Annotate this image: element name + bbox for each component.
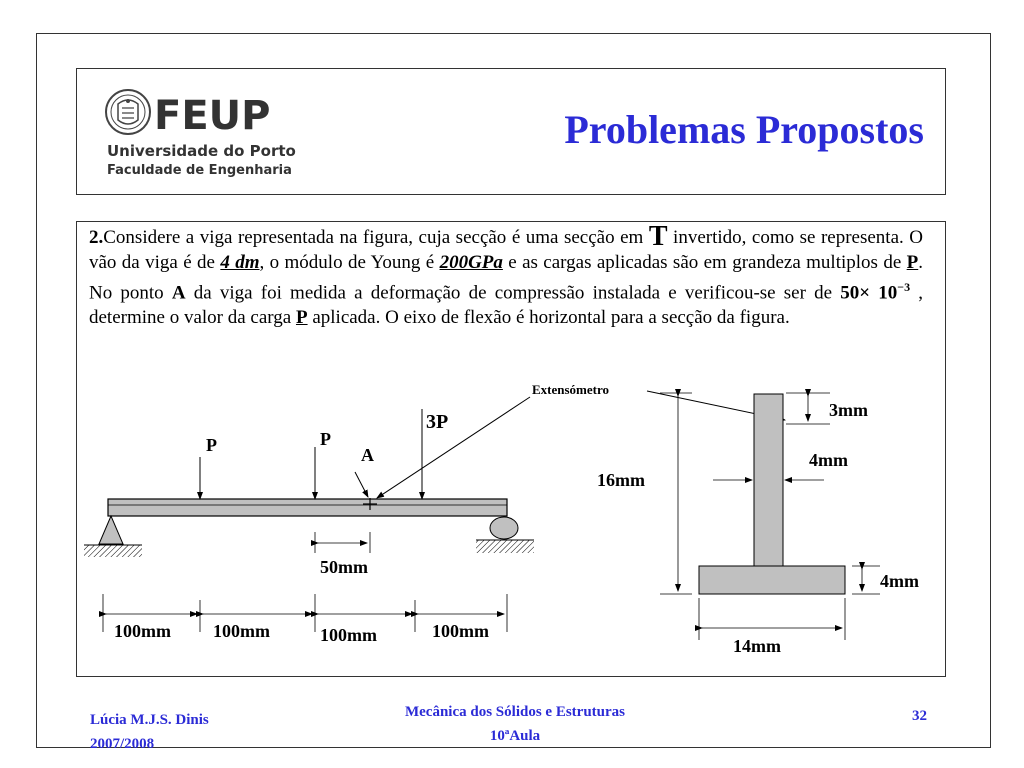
dim-4mm-flange (852, 566, 880, 594)
young-modulus-value: 200GPa (439, 251, 503, 273)
dim-100mm-label-3: 100mm (320, 625, 377, 645)
span-value: 4 dm (220, 251, 260, 273)
pin-support-icon (84, 516, 142, 557)
problem-text-d: e as cargas aplicadas são em grandeza multiplos de (502, 251, 907, 273)
dim-100mm-label-2: 100mm (213, 621, 270, 641)
dim-4mm-web-label: 4mm (809, 450, 848, 470)
problem-text-c: , o módulo de Young é (259, 251, 440, 273)
t-letter: T (648, 221, 668, 252)
gauge-label: Extensómetro (532, 382, 610, 397)
problem-number: 2. (89, 227, 104, 248)
load-p-ref-2: P (295, 306, 308, 328)
load-3p-label: 3P (426, 411, 449, 433)
point-a-ref: A (171, 282, 186, 304)
load-p-ref-1: P (906, 251, 919, 273)
point-a-label: A (361, 445, 374, 465)
beam (108, 499, 507, 516)
dim-14mm (699, 598, 845, 640)
problem-text-g: , determine o valor da carga (89, 282, 924, 328)
dim-14mm-label: 14mm (733, 636, 781, 656)
problem-text-f: da viga foi medida a deformação de compressão instalada e verificou-se ser de (185, 282, 841, 304)
footer-author: Lúcia M.J.S. Dinis (90, 712, 209, 728)
problem-text-a: Considere a viga representada na figura, cuja secção é uma secção em (103, 227, 649, 248)
logo-line1: Universidade do Porto (107, 142, 296, 160)
problem-text-e: . No ponto (89, 251, 923, 304)
dim-16mm (660, 393, 692, 594)
dim-50mm-label: 50mm (320, 557, 368, 577)
problem-text-b: invertido, como se representa. O vão da viga é de (89, 227, 923, 273)
dim-50mm (315, 532, 370, 553)
load-p1-label: P (206, 435, 217, 455)
footer-author-block (90, 708, 209, 756)
dim-100mm-label-4: 100mm (432, 621, 489, 641)
dim-16mm-label: 16mm (597, 470, 645, 490)
roller-support-icon (476, 517, 534, 553)
load-p2-label: P (320, 429, 331, 449)
footer-course-block (340, 700, 690, 748)
strain-exponent: −3 (897, 280, 911, 294)
logo-line2: Faculdade de Engenharia (107, 163, 292, 178)
dim-4mm-flange-label: 4mm (880, 571, 919, 591)
dim-100mm-label-1: 100mm (114, 621, 171, 641)
footer-year: 2007/2008 (90, 736, 155, 752)
footer-course: Mecânica dos Sólidos e Estruturas (404, 704, 625, 720)
strain-base: 50× 10 (840, 282, 898, 304)
dim-3mm (786, 393, 830, 424)
footer-lesson: 10ªAula (489, 728, 541, 744)
page-number: 32 (912, 708, 927, 724)
slide-title: Problemas Propostos (564, 107, 924, 152)
problem-text-h: aplicada. O eixo de flexão é horizontal para a secção da figura. (307, 306, 790, 328)
logo-wordmark: FEUP (154, 93, 271, 139)
dim-3mm-label: 3mm (829, 400, 868, 420)
